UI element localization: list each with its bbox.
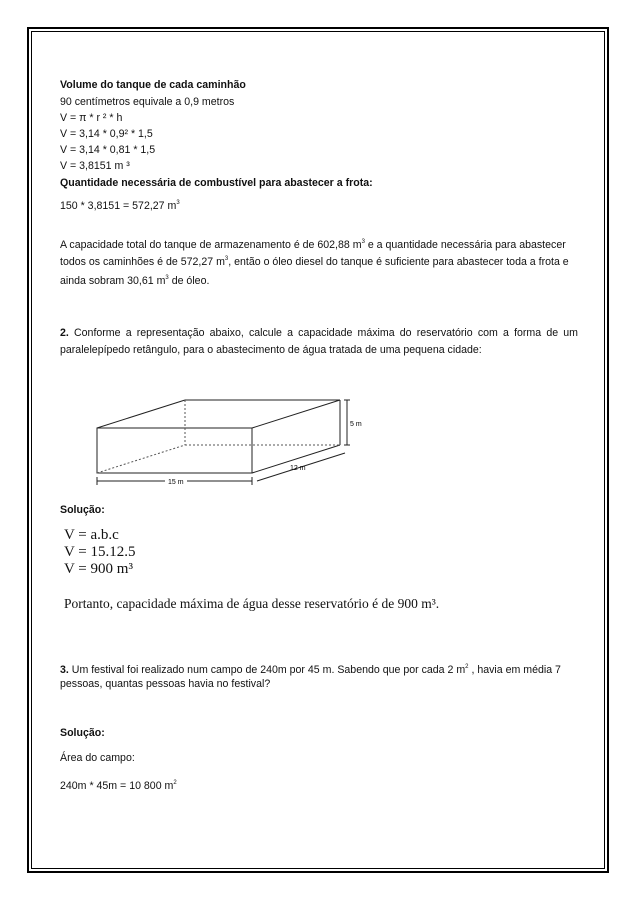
heading-fuel-quantity: Quantidade necessária de combustível para abastecer a frota: (60, 177, 373, 189)
para-e: ainda sobram 30,61 m (60, 275, 166, 287)
text-calc-4-exp: 3 (176, 200, 180, 206)
front-face (97, 428, 252, 473)
text-formula: V = π * r ² * h (60, 112, 123, 124)
area-calc-sup: 2 (173, 780, 177, 786)
solution-q2-line-1: V = a.b.c (64, 527, 119, 543)
para-c: todos os caminhões é de 572,27 m (60, 256, 225, 268)
solution-q2-line-3: V = 900 m³ (64, 561, 133, 577)
text-calc-1: V = 3,14 * 0,9² * 1,5 (60, 128, 153, 140)
para-sup-3: 3 (165, 275, 169, 281)
question-3-line-2: pessoas, quantas pessoas havia no festival? (60, 678, 271, 690)
solution-q2-line-2: V = 15.12.5 (64, 544, 136, 560)
text-calc-3: V = 3,8151 m ³ (60, 160, 130, 172)
question-2-number: 2. (60, 327, 69, 339)
para-d: , então o óleo diesel do tanque é suficiente para abastecer toda a frota e (228, 256, 569, 268)
text-calc-4-main: 150 * 3,8151 = 572,27 m (60, 200, 177, 212)
paragraph-line-1 (60, 236, 566, 252)
area-calc (60, 777, 177, 793)
text-conversion: 90 centímetros equivale a 0,9 metros (60, 96, 235, 108)
area-calc-main: 240m * 45m = 10 800 m (60, 780, 174, 792)
question-2-text (60, 325, 578, 359)
question-2-body: Conforme a representação abaixo, calcule a capacidade máxima do reservatório com a forma de um paralelepípedo retângulo, para o abastecimento de água tratada de uma pequena cidade: (60, 327, 578, 356)
paragraph-line-3 (60, 272, 209, 288)
area-label: Área do campo: (60, 752, 135, 764)
para-sup-1: 3 (361, 239, 365, 245)
label-depth: 12 m (290, 465, 306, 472)
label-length: 15 m (168, 479, 184, 486)
paragraph-line-2 (60, 253, 569, 269)
heading-truck-volume: Volume do tanque de cada caminhão (60, 79, 246, 91)
para-b: e a quantidade necessária para abastecer (364, 239, 566, 251)
text-calc-2: V = 3,14 * 0,81 * 1,5 (60, 144, 156, 156)
parallelepiped-diagram (85, 390, 375, 490)
text-calc-4 (60, 197, 180, 213)
para-sup-2: 3 (224, 256, 229, 262)
top-right-edge (252, 400, 340, 428)
question-3-text-b: , havia em média 7 (468, 664, 561, 676)
question-3-line-1 (60, 661, 561, 677)
question-3-number: 3. (60, 664, 69, 676)
para-a: A capacidade total do tanque de armazenamento é de 602,88 m (60, 239, 362, 251)
para-f: de óleo. (168, 275, 210, 287)
question-3-text-a: Um festival foi realizado num campo de 240m por 45 m. Sabendo que por cada 2 m (68, 664, 466, 676)
question-3-sup: 2 (465, 664, 469, 670)
solution-label-q2: Solução: (60, 504, 105, 516)
top-left-edge (97, 400, 185, 428)
label-height: 5 m (350, 421, 362, 428)
solution-label-q3: Solução: (60, 727, 105, 739)
solution-q2-conclusion: Portanto, capacidade máxima de água desse reservatório é de 900 m³. (64, 596, 440, 611)
